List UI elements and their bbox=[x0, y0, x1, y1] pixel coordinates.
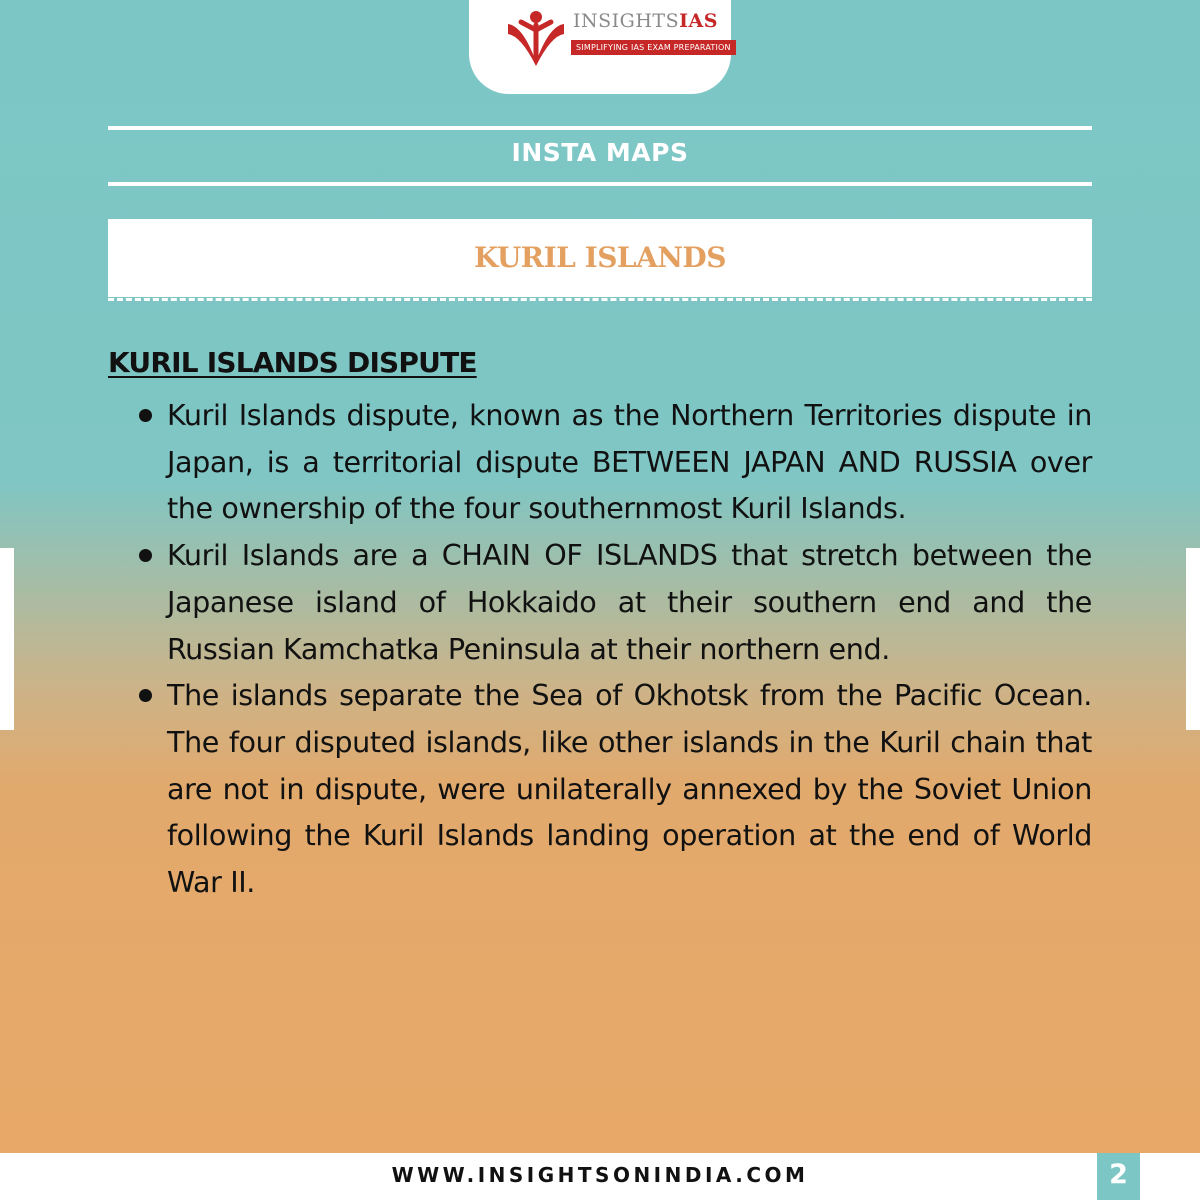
book-person-logo-icon bbox=[505, 10, 567, 68]
footer-bar bbox=[0, 1153, 1200, 1200]
top-divider bbox=[108, 126, 1092, 130]
page-number: 2 bbox=[1097, 1153, 1140, 1200]
list-item bbox=[135, 672, 1092, 906]
title-box bbox=[108, 219, 1092, 297]
dashed-divider bbox=[108, 298, 1092, 301]
list-item bbox=[135, 532, 1092, 672]
brand-name: INSIGHTSIAS bbox=[573, 10, 718, 32]
bullet-text: Kuril Islands are a CHAIN OF ISLANDS that stretch between the Japanese island of Hokkaido at their southern end and the Russian Kamchatka Peninsula at their northern end. bbox=[167, 538, 1092, 666]
website-link[interactable]: WWW.INSIGHTSONINDIA.COM bbox=[391, 1163, 809, 1187]
page-title: KURIL ISLANDS bbox=[474, 241, 726, 274]
section-label: INSTA MAPS bbox=[511, 138, 689, 167]
left-side-tab bbox=[0, 548, 14, 730]
brand-tagline: SIMPLIFYING IAS EXAM PREPARATION bbox=[571, 40, 736, 55]
logo-tab bbox=[469, 0, 731, 94]
list-item bbox=[135, 392, 1092, 532]
bullet-list bbox=[135, 392, 1092, 906]
bottom-divider bbox=[108, 182, 1092, 186]
bullet-text: Kuril Islands dispute, known as the Northern Territories dispute in Japan, is a territorial dispute BETWEEN JAPAN AND RUSSIA over the ownership of the four southernmost Kuril Islands. bbox=[167, 398, 1092, 526]
bullet-text: The islands separate the Sea of Okhotsk from the Pacific Ocean. The four disputed islands, like other islands in the Kuril chain that are not in dispute, were unilaterally annexed by the Soviet Union following the Kuril Islands landing operation at the end of World War II. bbox=[167, 678, 1092, 900]
right-side-tab bbox=[1186, 548, 1200, 730]
bullet-icon bbox=[139, 409, 152, 422]
content-heading: KURIL ISLANDS DISPUTE bbox=[108, 346, 477, 379]
bullet-icon bbox=[139, 689, 152, 702]
bullet-icon bbox=[139, 549, 152, 562]
